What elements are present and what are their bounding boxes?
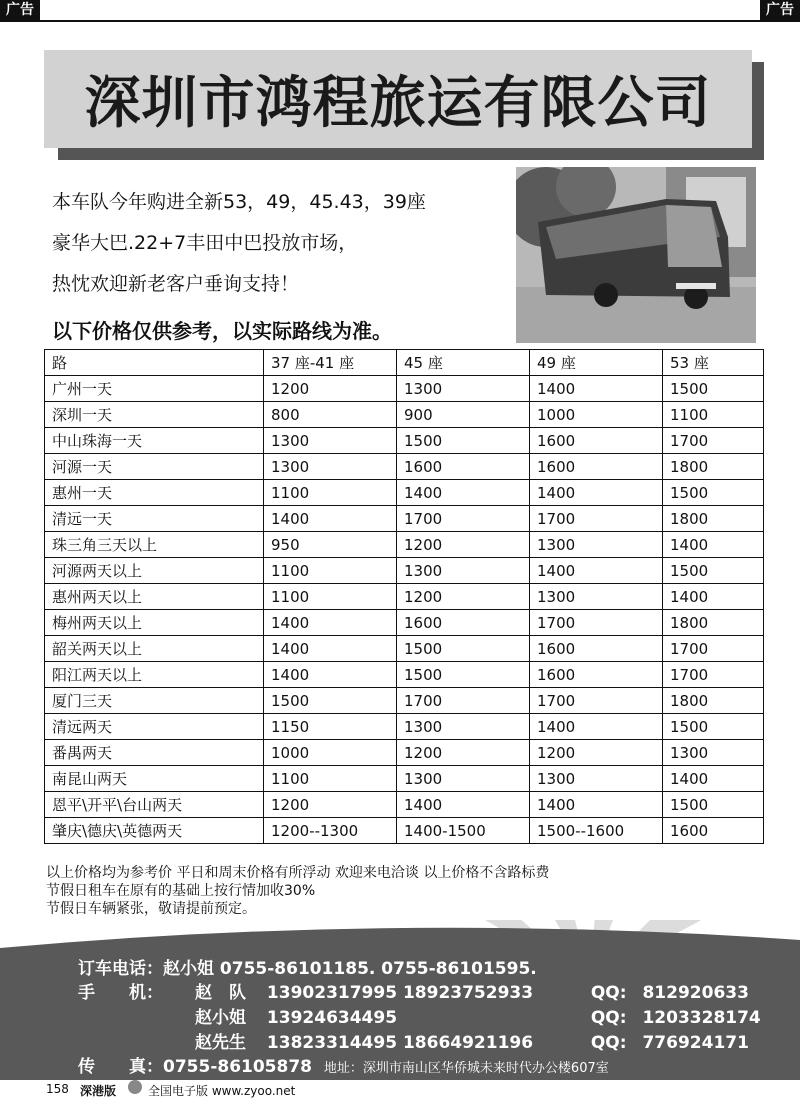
route-cell: 清远一天 xyxy=(45,506,264,532)
contact-phones: 13823314495 18664921196 xyxy=(266,1033,534,1053)
qq-number: 776924171 xyxy=(642,1033,749,1053)
price-cell: 1500 xyxy=(397,662,530,688)
route-cell: 南昆山两天 xyxy=(45,766,264,792)
price-cell: 1300 xyxy=(530,532,663,558)
table-header-cell: 45 座 xyxy=(397,350,530,376)
table-header-cell: 37 座-41 座 xyxy=(264,350,397,376)
table-row xyxy=(45,740,764,766)
price-cell: 1000 xyxy=(264,740,397,766)
page-number: 158 xyxy=(46,1082,69,1096)
price-table xyxy=(44,349,764,844)
table-row xyxy=(45,766,764,792)
route-cell: 清远两天 xyxy=(45,714,264,740)
route-cell: 厦门三天 xyxy=(45,688,264,714)
intro-text xyxy=(52,182,426,305)
route-cell: 深圳一天 xyxy=(45,402,264,428)
price-cell: 1400 xyxy=(530,714,663,740)
price-cell: 1600 xyxy=(530,454,663,480)
price-cell: 1700 xyxy=(397,688,530,714)
table-row xyxy=(45,402,764,428)
price-cell: 1300 xyxy=(530,766,663,792)
route-cell: 珠三角三天以上 xyxy=(45,532,264,558)
fax-row xyxy=(78,1052,609,1077)
price-cell: 1300 xyxy=(530,584,663,610)
price-cell: 1800 xyxy=(663,688,764,714)
intro-line: 本车队今年购进全新53，49，45.43，39座 xyxy=(52,191,426,213)
price-cell: 1200--1300 xyxy=(264,818,397,844)
price-cell: 1400 xyxy=(663,532,764,558)
note-line: 以上价格均为参考价 平日和周末价格有所浮动 欢迎来电洽谈 以上价格不含路标费 xyxy=(46,865,550,881)
edition-label: 深港版 xyxy=(80,1084,117,1098)
contact-name: 赵小姐 xyxy=(195,1008,246,1028)
qq-number: 1203328174 xyxy=(642,1008,761,1028)
price-cell: 1200 xyxy=(397,584,530,610)
price-cell: 1300 xyxy=(397,766,530,792)
price-cell: 1600 xyxy=(530,636,663,662)
table-row xyxy=(45,532,764,558)
table-header-cell: 53 座 xyxy=(663,350,764,376)
price-cell: 1400 xyxy=(530,792,663,818)
price-cell: 1000 xyxy=(530,402,663,428)
route-cell: 惠州一天 xyxy=(45,480,264,506)
price-cell: 1400 xyxy=(264,636,397,662)
route-cell: 梅州两天以上 xyxy=(45,610,264,636)
table-row xyxy=(45,506,764,532)
bus-image xyxy=(516,167,756,343)
route-cell: 韶关两天以上 xyxy=(45,636,264,662)
notes xyxy=(46,864,549,918)
ad-tag-right: 广告 xyxy=(760,0,800,20)
price-cell: 1800 xyxy=(663,506,764,532)
price-cell: 1500 xyxy=(663,792,764,818)
price-cell: 1500 xyxy=(663,558,764,584)
note-line: 节假日租车在原有的基础上按行情加收30% xyxy=(46,883,316,899)
price-cell: 1300 xyxy=(397,376,530,402)
price-cell: 1700 xyxy=(530,610,663,636)
mobile-label: 手 机： xyxy=(78,983,163,1003)
intro-line: 热忱欢迎新老客户垂询支持！ xyxy=(52,273,300,295)
logo-icon xyxy=(128,1080,142,1094)
price-cell: 1400 xyxy=(530,558,663,584)
route-cell: 河源两天以上 xyxy=(45,558,264,584)
route-cell: 肇庆\德庆\英德两天 xyxy=(45,818,264,844)
price-cell: 1500 xyxy=(264,688,397,714)
price-cell: 1200 xyxy=(530,740,663,766)
price-cell: 1600 xyxy=(663,818,764,844)
table-row xyxy=(45,688,764,714)
contact-phones: 13924634495 xyxy=(266,1008,398,1028)
table-row xyxy=(45,636,764,662)
table-header-cell: 49 座 xyxy=(530,350,663,376)
table-row xyxy=(45,376,764,402)
price-cell: 1700 xyxy=(530,506,663,532)
price-cell: 1400 xyxy=(397,792,530,818)
route-cell: 广州一天 xyxy=(45,376,264,402)
route-cell: 恩平\开平\台山两天 xyxy=(45,792,264,818)
mobile-row xyxy=(195,1003,761,1028)
price-cell: 1100 xyxy=(264,766,397,792)
price-cell: 1300 xyxy=(397,714,530,740)
price-cell: 1100 xyxy=(264,558,397,584)
price-cell: 1400 xyxy=(264,662,397,688)
price-cell: 1600 xyxy=(397,610,530,636)
booking-value: 赵小姐 0755-86101185. 0755-86101595. xyxy=(163,959,537,979)
price-cell: 1500 xyxy=(397,636,530,662)
price-cell: 1400 xyxy=(530,480,663,506)
address: 地址：深圳市南山区华侨城未来时代办公楼607室 xyxy=(323,1061,609,1076)
bus-photo xyxy=(516,167,756,343)
top-rule xyxy=(0,20,800,22)
route-cell: 河源一天 xyxy=(45,454,264,480)
price-cell: 1800 xyxy=(663,610,764,636)
price-cell: 1400 xyxy=(397,480,530,506)
contact-name: 赵先生 xyxy=(195,1033,246,1053)
price-cell: 1200 xyxy=(264,376,397,402)
table-header-cell: 路 xyxy=(45,350,264,376)
table-row xyxy=(45,610,764,636)
route-cell: 中山珠海一天 xyxy=(45,428,264,454)
price-cell: 1150 xyxy=(264,714,397,740)
qq-label: QQ: xyxy=(590,983,627,1003)
price-cell: 1100 xyxy=(264,584,397,610)
table-row xyxy=(45,584,764,610)
price-cell: 1800 xyxy=(663,454,764,480)
price-cell: 1700 xyxy=(397,506,530,532)
route-cell: 惠州两天以上 xyxy=(45,584,264,610)
price-cell: 1400 xyxy=(530,376,663,402)
price-cell: 1200 xyxy=(397,532,530,558)
price-cell: 1600 xyxy=(530,662,663,688)
price-cell: 1300 xyxy=(397,558,530,584)
table-header-row xyxy=(45,350,764,376)
price-cell: 1400-1500 xyxy=(397,818,530,844)
price-cell: 1200 xyxy=(397,740,530,766)
price-cell: 1500 xyxy=(663,714,764,740)
price-cell: 900 xyxy=(397,402,530,428)
booking-row xyxy=(78,954,537,979)
price-cell: 1700 xyxy=(663,636,764,662)
contact-phones: 13902317995 18923752933 xyxy=(266,983,534,1003)
fax-label: 传 真： xyxy=(78,1057,163,1077)
price-cell: 1700 xyxy=(530,688,663,714)
table-row xyxy=(45,428,764,454)
footer xyxy=(0,1076,800,1100)
price-cell: 1300 xyxy=(663,740,764,766)
price-cell: 1500 xyxy=(663,376,764,402)
price-cell: 1600 xyxy=(397,454,530,480)
title-box xyxy=(44,50,752,148)
price-cell: 1400 xyxy=(264,610,397,636)
price-cell: 1400 xyxy=(663,584,764,610)
qq-number: 812920633 xyxy=(642,983,749,1003)
route-cell: 番禺两天 xyxy=(45,740,264,766)
table-row xyxy=(45,662,764,688)
price-cell: 1400 xyxy=(663,766,764,792)
table-row xyxy=(45,818,764,844)
mobile-row xyxy=(195,978,749,1003)
table-row xyxy=(45,454,764,480)
price-cell: 1200 xyxy=(264,792,397,818)
route-cell: 阳江两天以上 xyxy=(45,662,264,688)
site-label: 全国电子版 www.zyoo.net xyxy=(148,1084,296,1098)
fax-value: 0755-86105878 xyxy=(163,1057,312,1077)
contact-name: 赵 队 xyxy=(195,983,246,1003)
intro-line: 豪华大巴.22+7丰田中巴投放市场， xyxy=(52,232,358,254)
mobile-row xyxy=(195,1028,749,1053)
price-cell: 950 xyxy=(264,532,397,558)
table-row xyxy=(45,558,764,584)
price-cell: 1500 xyxy=(663,480,764,506)
price-cell: 1500--1600 xyxy=(530,818,663,844)
note-line: 节假日车辆紧张，敬请提前预定。 xyxy=(46,901,256,917)
table-row xyxy=(45,792,764,818)
price-cell: 1500 xyxy=(397,428,530,454)
price-disclaimer: 以下价格仅供参考，以实际路线为准。 xyxy=(52,319,392,343)
ad-tag-left: 广告 xyxy=(0,0,40,20)
price-cell: 1600 xyxy=(530,428,663,454)
price-cell: 1300 xyxy=(264,454,397,480)
price-cell: 1700 xyxy=(663,662,764,688)
table-row xyxy=(45,714,764,740)
price-cell: 1100 xyxy=(264,480,397,506)
price-cell: 800 xyxy=(264,402,397,428)
price-cell: 1300 xyxy=(264,428,397,454)
company-title: 深圳市鸿程旅运有限公司 xyxy=(84,71,712,136)
price-cell: 1400 xyxy=(264,506,397,532)
booking-label: 订车电话： xyxy=(78,959,163,979)
price-cell: 1100 xyxy=(663,402,764,428)
qq-label: QQ: xyxy=(590,1008,627,1028)
qq-label: QQ: xyxy=(590,1033,627,1053)
price-cell: 1700 xyxy=(663,428,764,454)
table-row xyxy=(45,480,764,506)
